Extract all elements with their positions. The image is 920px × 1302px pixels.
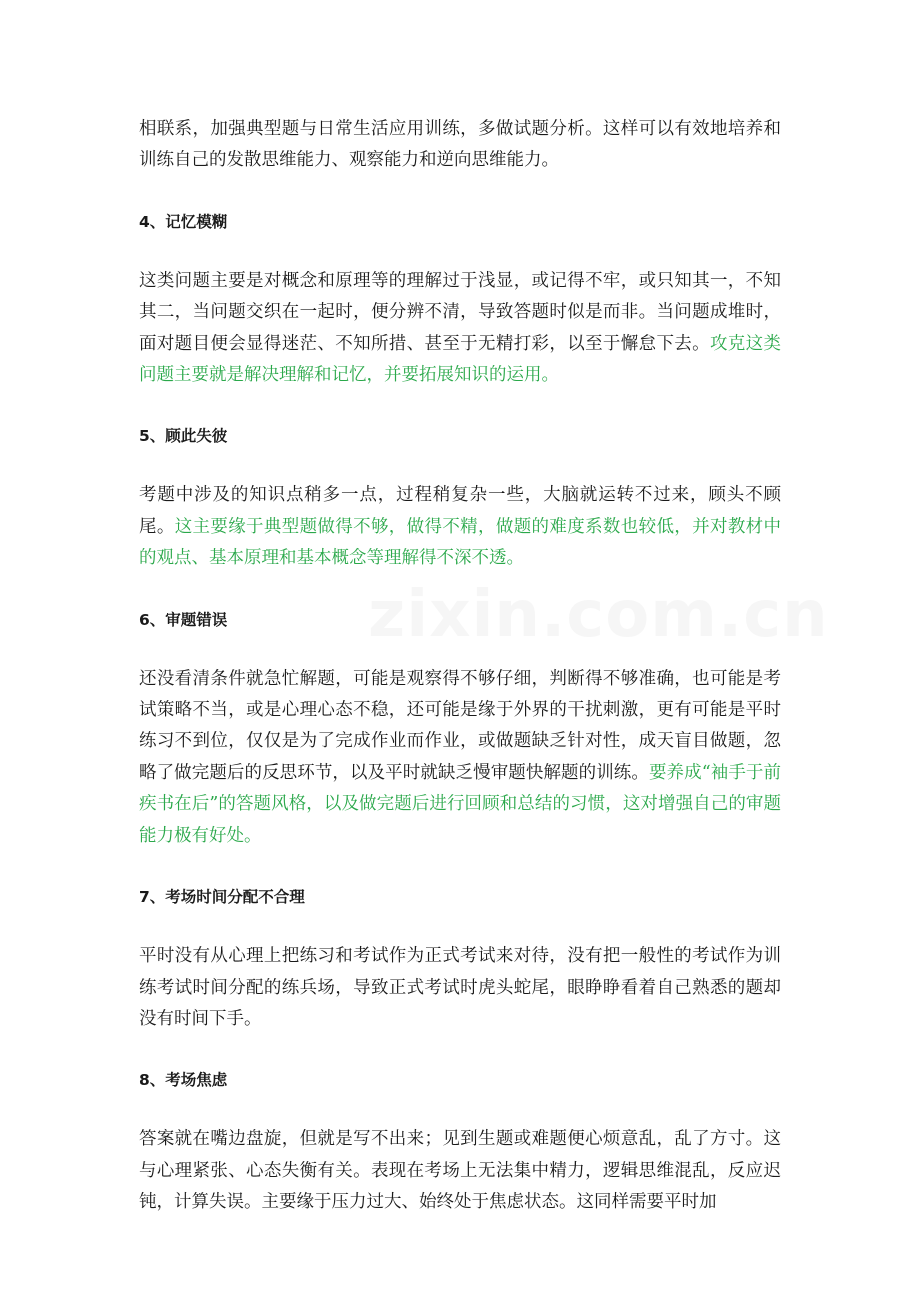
spacer xyxy=(139,632,781,664)
section-heading-5: 5、顾此失彼 xyxy=(139,427,228,446)
highlighted-text: 这主要缘于典型题做得不够，做得不精，做题的难度系数也较低，并对教材中的观点、基本原理和基本概念等理解得不深不透。 xyxy=(139,516,781,569)
intro-text: 相联系，加强典型题与日常生活应用训练，多做试题分析。这样可以有效地培养和训练自己的发散思维能力、观察能力和逆向思维能力。 xyxy=(139,119,781,171)
section-paragraph-4 xyxy=(139,266,781,392)
spacer xyxy=(139,448,781,480)
spacer xyxy=(139,575,781,608)
paragraph-text: 平时没有从心理上把练习和考试作为正式考试来对待，没有把一般性的考试作为训练考试时间分配的练兵场，导致正式考试时虎头蛇尾，眼睁睁看着自己熟悉的题却没有时间下手。 xyxy=(139,946,781,1029)
section-heading-7: 7、考场时间分配不合理 xyxy=(139,888,305,907)
highlighted-text: 攻克这类问题主要就是解决理解和记忆，并要拓展知识的运用。 xyxy=(139,333,781,386)
watermark-text: zixin.com.cn xyxy=(368,578,829,652)
section-paragraph-7 xyxy=(139,941,781,1035)
section-heading-4: 4、记忆模糊 xyxy=(139,212,228,231)
spacer xyxy=(139,852,781,885)
document-body xyxy=(139,114,781,1219)
section-paragraph-6 xyxy=(139,664,781,852)
spacer xyxy=(139,909,781,941)
paragraph-text: 这类问题主要是对概念和原理等的理解过于浅显，或记得不牢，或只知其一，不知其二，当问题交织在一起时，便分辨不清，导致答题时似是而非。当问题成堆时，面对题目便会显得迷茫、不知所措、甚至于无精打彩，以至于懈怠下去。 xyxy=(139,270,781,354)
paragraph-text: 考题中涉及的知识点稍多一点，过程稍复杂一些，大脑就运转不过来，顾头不顾尾。 xyxy=(139,485,781,537)
section-heading-6: 6、审题错误 xyxy=(139,610,228,629)
spacer xyxy=(139,1035,781,1068)
spacer xyxy=(139,234,781,266)
intro-paragraph xyxy=(139,114,781,177)
spacer xyxy=(139,1092,781,1124)
paragraph-text: 还没看清条件就急忙解题，可能是观察得不够仔细，判断得不够准确，也可能是考试策略不当，或是心理心态不稳，还可能是缘于外界的干扰刺激，更有可能是平时 练习不到位，仅仅是为了完成作业而作业，或做题缺乏针对性，成天盲目做题，忽略了做完题后的反思环节，以及平时就缺乏慢审题快解题的训练。 xyxy=(139,668,781,783)
spacer xyxy=(139,177,781,210)
section-paragraph-5 xyxy=(139,480,781,574)
spacer xyxy=(139,391,781,424)
section-paragraph-8 xyxy=(139,1124,781,1218)
highlighted-text: 要养成“袖手于前疾书在后”的答题风格，以及做完题后进行回顾和总结的习惯，这对增强自己的审题能力极有好处。 xyxy=(139,762,781,846)
paragraph-text: 答案就在嘴边盘旋，但就是写不出来；见到生题或难题便心烦意乱，乱了方寸。这与心理紧张、心态失衡有关。表现在考场上无法集中精力，逻辑思维混乱，反应迟钝，计算失误。主要缘于压力过大、始终处于焦虑状态。这同样需要平时加 xyxy=(139,1129,781,1213)
section-heading-8: 8、考场焦虑 xyxy=(139,1071,228,1090)
